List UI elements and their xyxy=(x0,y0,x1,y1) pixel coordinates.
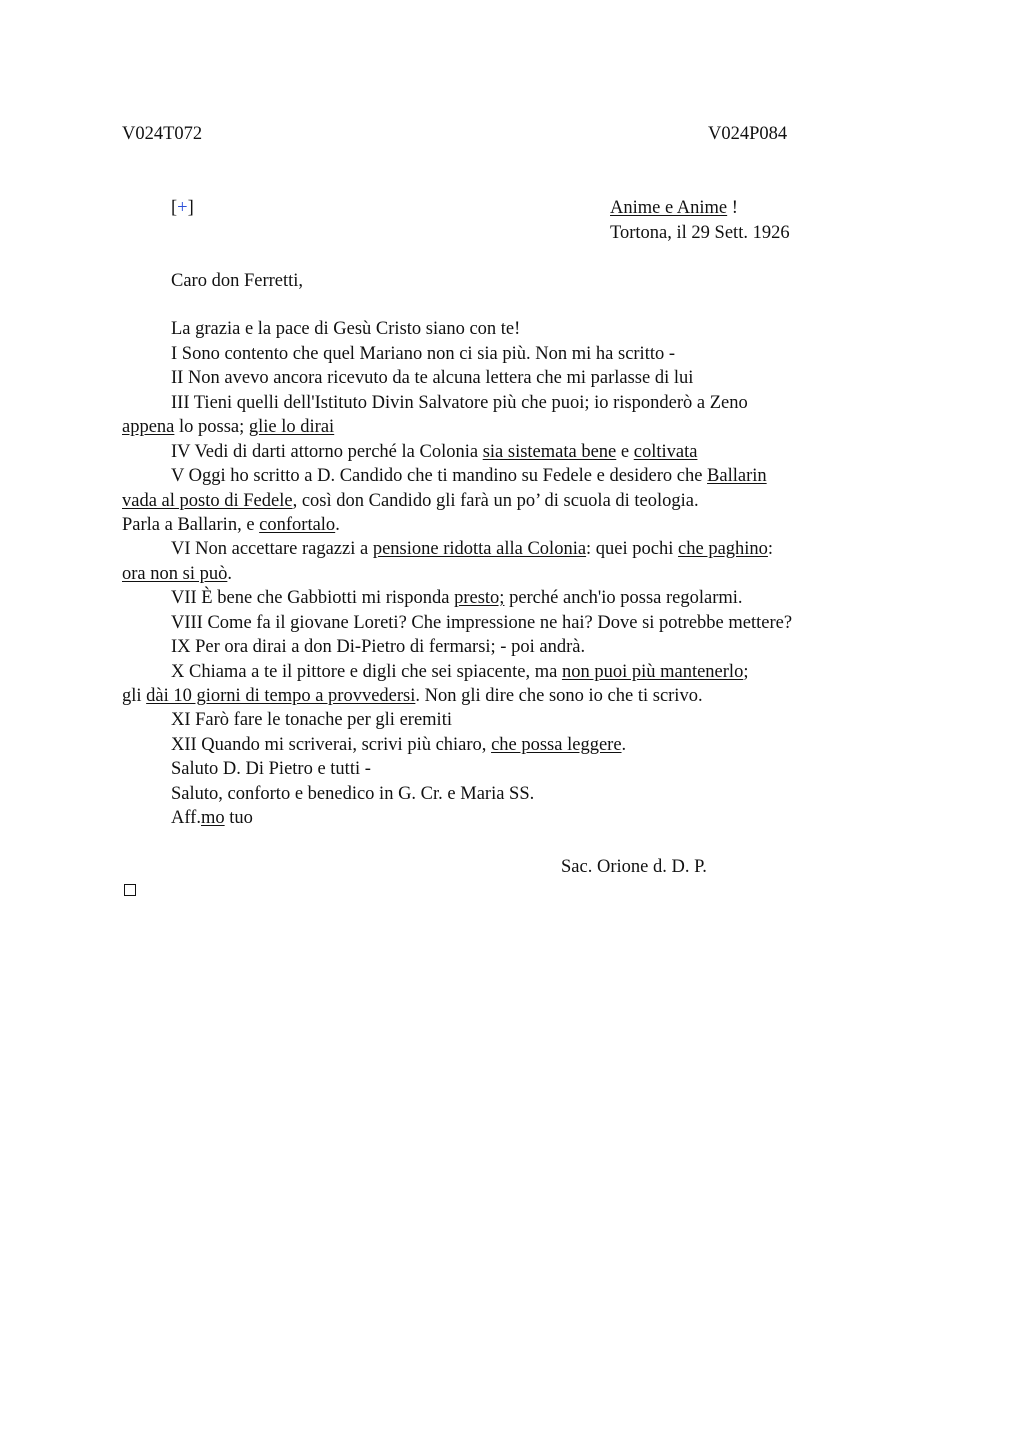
underlined-text: glie lo dirai xyxy=(248,417,335,437)
greeting: La grazia e la pace di Gesù Cristo siano con te! xyxy=(171,319,521,339)
underlined-text: vada al posto di Fedele xyxy=(122,491,293,511)
paragraph-7 xyxy=(171,587,743,609)
text-run: gli xyxy=(122,686,147,706)
cross-icon: + xyxy=(177,198,188,218)
text-run: tuo xyxy=(224,808,253,828)
cross-mark xyxy=(171,197,194,219)
text-run: X Chiama a te il pittore e digli che sei spiacente, ma xyxy=(171,662,562,682)
underlined-text: appena xyxy=(122,417,175,437)
text-run: : quei pochi xyxy=(586,539,679,559)
closing-greeting-2: Saluto, conforto e benedico in G. Cr. e Maria SS. xyxy=(171,784,535,804)
paragraph-2: II Non avevo ancora ricevuto da te alcuna lettera che mi parlasse di lui xyxy=(171,368,694,388)
text-run: lo possa; xyxy=(174,417,249,437)
cross-close-bracket: ] xyxy=(187,198,194,218)
document-code-right: V024P084 xyxy=(708,124,788,144)
text-run: . Non gli dire che sono io che ti scrivo. xyxy=(415,686,703,706)
underlined-text: confortalo xyxy=(259,515,336,535)
paragraph-3-continued xyxy=(122,416,334,438)
text-run: Aff. xyxy=(171,808,201,828)
paragraph-3: III Tieni quelli dell'Istituto Divin Salvatore più che puoi; io risponderò a Zeno xyxy=(171,393,748,413)
motto-text: Anime e Anime xyxy=(610,198,728,218)
paragraph-8: VIII Come fa il giovane Loreti? Che impressione ne hai? Dove si potrebbe mettere? xyxy=(171,613,793,633)
paragraph-10 xyxy=(171,661,748,683)
text-run: IV Vedi di darti attorno perché la Colonia xyxy=(171,442,483,462)
underlined-text: sia sistemata bene xyxy=(482,442,617,462)
paragraph-12 xyxy=(171,734,626,756)
paragraph-11: XI Farò fare le tonache per gli eremiti xyxy=(171,710,452,730)
underlined-text: che paghino xyxy=(678,539,768,559)
underlined-text: non puoi più mantenerlo xyxy=(561,662,744,682)
salutation: Caro don Ferretti, xyxy=(171,271,304,291)
paragraph-5-line-3 xyxy=(122,514,340,536)
motto xyxy=(610,197,738,219)
paragraph-6 xyxy=(171,538,773,560)
motto-suffix: ! xyxy=(727,198,738,218)
paragraph-1: I Sono contento che quel Mariano non ci sia più. Non mi ha scritto - xyxy=(171,344,676,364)
text-run: perché anch'io possa regolarmi. xyxy=(504,588,743,608)
text-run: . xyxy=(621,735,627,755)
paragraph-10-continued xyxy=(122,685,703,707)
document-code-left: V024T072 xyxy=(122,124,203,144)
signature: Sac. Orione d. D. P. xyxy=(561,857,707,877)
underlined-text: che possa leggere xyxy=(491,735,622,755)
text-run: e xyxy=(616,442,634,462)
place-date: Tortona, il 29 Sett. 1926 xyxy=(610,223,790,243)
text-run: : xyxy=(767,539,774,559)
underlined-text: presto; xyxy=(454,588,505,608)
underlined-text: dài 10 giorni di tempo a provvedersi xyxy=(146,686,416,706)
paragraph-5-continued xyxy=(122,490,699,512)
text-run: VII È bene che Gabbiotti mi risponda xyxy=(171,588,455,608)
paragraph-5 xyxy=(171,465,767,487)
underlined-text: ora non si può xyxy=(122,564,228,584)
underlined-text: coltivata xyxy=(633,442,698,462)
text-run: ; xyxy=(743,662,749,682)
text-run: V Oggi ho scritto a D. Candido che ti mandino su Fedele e desidero che xyxy=(171,466,708,486)
cross-open-bracket: [ xyxy=(171,198,178,218)
paragraph-9: IX Per ora dirai a don Di-Pietro di fermarsi; - poi andrà. xyxy=(171,637,586,657)
text-run: . xyxy=(227,564,232,584)
text-run: , così don Candido gli farà un po’ di scuola di teologia. xyxy=(292,491,699,511)
paragraph-4 xyxy=(171,441,697,463)
valediction xyxy=(171,807,253,829)
underlined-text: pensione ridotta alla Colonia xyxy=(372,539,587,559)
underlined-text: mo xyxy=(200,808,225,828)
text-run: VI Non accettare ragazzi a xyxy=(171,539,373,559)
underlined-text: Ballarin xyxy=(707,466,767,486)
text-run: . xyxy=(335,515,340,535)
text-run: Parla a Ballarin, e xyxy=(122,515,260,535)
closing-greeting-1: Saluto D. Di Pietro e tutti - xyxy=(171,759,371,779)
text-run: XII Quando mi scriverai, scrivi più chiaro, xyxy=(171,735,492,755)
end-mark-square-icon xyxy=(124,884,136,896)
paragraph-6-continued xyxy=(122,563,232,585)
